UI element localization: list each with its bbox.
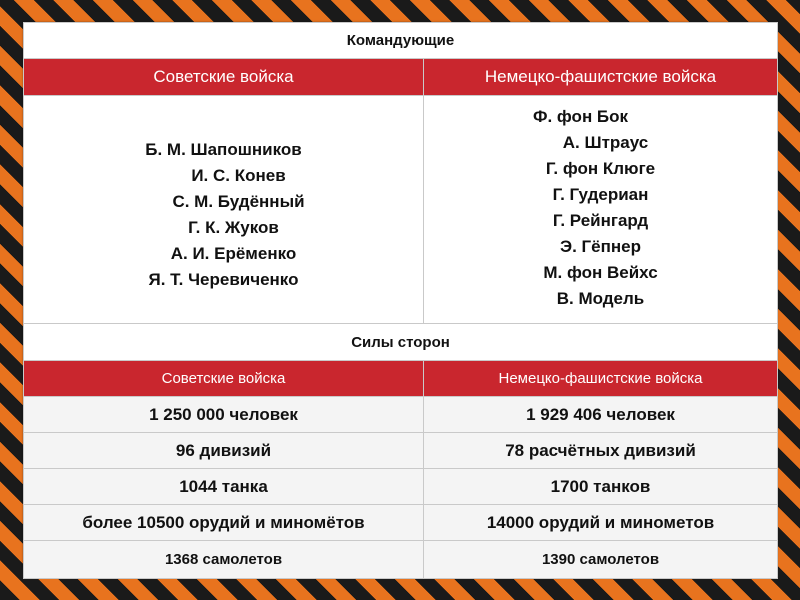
battle-table (23, 22, 778, 579)
forces-row (24, 433, 778, 469)
german-commanders-cell (424, 96, 778, 324)
commanders-title-row (24, 23, 778, 59)
forces-header-row (24, 361, 778, 397)
soviet-commander: С. М. Будённый (172, 191, 305, 211)
german-commander: Г. Рейнгард (552, 211, 649, 230)
commanders-names-row (24, 96, 778, 324)
german-commander: Г. фон Клюге (545, 159, 656, 178)
forces-soviet-header: Советские войска (24, 361, 424, 397)
forces-row (24, 397, 778, 433)
soviet-force-value: 1044 танка (24, 469, 424, 505)
soviet-force-value: 1 250 000 человек (24, 397, 424, 433)
soviet-force-value: более 10500 орудий и миномётов (24, 505, 424, 541)
forces-title: Силы сторон (24, 324, 778, 361)
german-commander: Э. Гёпнер (559, 237, 641, 256)
german-commander: А. Штраус (562, 133, 649, 152)
soviet-commander: А. И. Ерёменко (170, 243, 297, 263)
forces-row (24, 505, 778, 541)
soviet-commander: Я. Т. Черевиченко (148, 269, 299, 289)
forces-row (24, 541, 778, 579)
german-commander: Ф. фон Бок (532, 107, 629, 126)
commanders-title: Командующие (24, 23, 778, 59)
soviet-commander: Б. М. Шапошников (145, 139, 302, 159)
soviet-commander: Г. К. Жуков (188, 217, 279, 237)
german-force-value: 1 929 406 человек (424, 397, 778, 433)
german-commander: Г. Гудериан (552, 185, 649, 204)
forces-row (24, 469, 778, 505)
german-commander: М. фон Вейхс (543, 263, 658, 282)
german-force-value: 1700 танков (424, 469, 778, 505)
german-commander: В. Модель (556, 289, 645, 308)
commanders-header-row (24, 59, 778, 96)
german-force-value: 78 расчётных дивизий (424, 433, 778, 469)
commanders-german-header: Немецко-фашистские войска (424, 59, 778, 96)
soviet-commander: И. С. Конев (191, 165, 286, 185)
content-board (23, 22, 777, 568)
soviet-force-value: 96 дивизий (24, 433, 424, 469)
commanders-soviet-header: Советские войска (24, 59, 424, 96)
german-force-value: 14000 орудий и минометов (424, 505, 778, 541)
soviet-force-value: 1368 самолетов (24, 541, 424, 579)
forces-title-row (24, 324, 778, 361)
german-force-value: 1390 самолетов (424, 541, 778, 579)
soviet-commanders-cell (24, 96, 424, 324)
forces-german-header: Немецко-фашистские войска (424, 361, 778, 397)
